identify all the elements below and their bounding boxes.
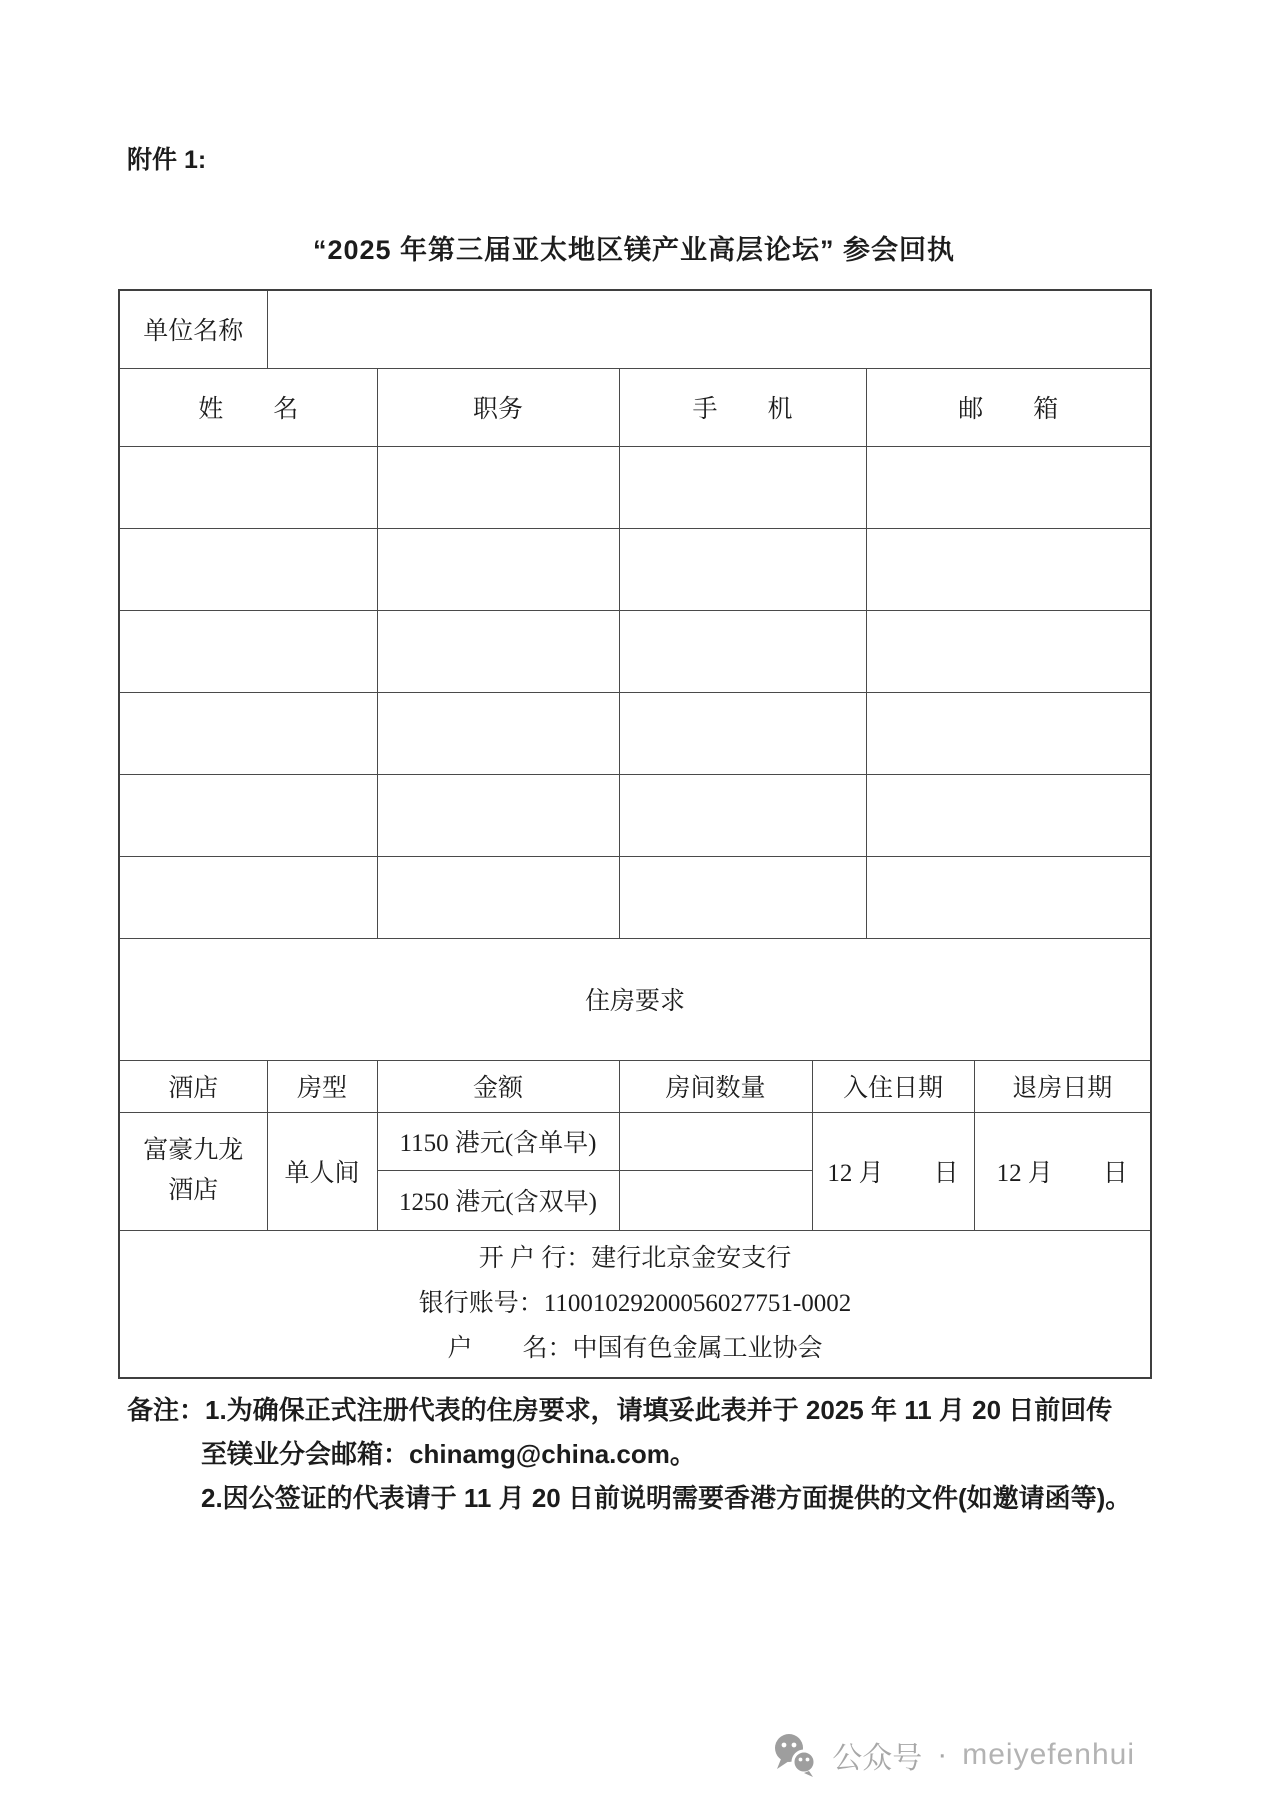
form-title: “2025 年第三届亚太地区镁产业高层论坛” 参会回执 xyxy=(312,235,956,265)
empty-email-cell xyxy=(866,692,1151,774)
empty-email-cell xyxy=(866,610,1151,692)
empty-position-cell xyxy=(377,774,619,856)
separator-dot: · xyxy=(937,1738,948,1771)
attachment-label: 附件 1: xyxy=(127,146,207,174)
column-header-room-count: 房间数量 xyxy=(619,1060,812,1112)
hotel-price-row-single xyxy=(119,1112,1151,1170)
room-count-input-cell xyxy=(619,1170,812,1230)
column-header-name: 姓 名 xyxy=(119,368,377,446)
checkout-date-cell: 12 月 日 xyxy=(974,1112,1151,1230)
column-header-checkout: 退房日期 xyxy=(974,1060,1151,1112)
note-line-3: 2.因公签证的代表请于 11 月 20 日前说明需要香港方面提供的文件(如邀请函等)。 xyxy=(201,1483,1132,1513)
participant-row xyxy=(119,774,1151,856)
column-header-position: 职务 xyxy=(377,368,619,446)
column-header-checkin: 入住日期 xyxy=(812,1060,974,1112)
price-single-cell: 1150 港元(含单早) xyxy=(377,1112,619,1170)
account-name: meiyefenhui xyxy=(962,1738,1135,1771)
empty-name-cell xyxy=(119,856,377,938)
hotel-name-line2: 酒店 xyxy=(168,1177,219,1204)
housing-header-row xyxy=(119,1060,1151,1112)
empty-email-cell xyxy=(866,528,1151,610)
empty-position-cell xyxy=(377,692,619,774)
bank-account-line: 银行账号：11001029200056027751-0002 xyxy=(418,1289,852,1317)
column-header-mobile: 手 机 xyxy=(619,368,866,446)
note-line-1: 备注：1.为确保正式注册代表的住房要求，请填妥此表并于 2025 年 11 月 20 日前回传 xyxy=(127,1395,1113,1425)
column-header-room-type: 房型 xyxy=(267,1060,377,1112)
hotel-name-cell xyxy=(119,1112,267,1230)
empty-name-cell xyxy=(119,692,377,774)
participant-row xyxy=(119,610,1151,692)
empty-name-cell xyxy=(119,528,377,610)
empty-name-cell xyxy=(119,610,377,692)
empty-position-cell xyxy=(377,856,619,938)
housing-section-row xyxy=(119,938,1151,1060)
empty-name-cell xyxy=(119,446,377,528)
empty-email-cell xyxy=(866,856,1151,938)
wechat-account-footer xyxy=(771,1733,1135,1777)
empty-mobile-cell xyxy=(619,528,866,610)
empty-mobile-cell xyxy=(619,610,866,692)
checkin-date-cell: 12 月 日 xyxy=(812,1112,974,1230)
unit-name-row xyxy=(119,290,1151,368)
empty-position-cell xyxy=(377,610,619,692)
room-type-cell: 单人间 xyxy=(267,1112,377,1230)
empty-mobile-cell xyxy=(619,692,866,774)
participants-header-row xyxy=(119,368,1151,446)
empty-mobile-cell xyxy=(619,856,866,938)
notes-block xyxy=(127,1388,1167,1520)
housing-section-title: 住房要求 xyxy=(119,938,1151,1060)
empty-position-cell xyxy=(377,528,619,610)
participant-row xyxy=(119,856,1151,938)
empty-name-cell xyxy=(119,774,377,856)
participant-row xyxy=(119,528,1151,610)
participant-row xyxy=(119,692,1151,774)
column-header-hotel: 酒店 xyxy=(119,1060,267,1112)
empty-mobile-cell xyxy=(619,446,866,528)
bank-info-cell xyxy=(119,1230,1151,1378)
column-header-amount: 金额 xyxy=(377,1060,619,1112)
platform-label: 公众号 xyxy=(832,1742,923,1775)
empty-email-cell xyxy=(866,446,1151,528)
bank-branch-line: 开 户 行：建行北京金安支行 xyxy=(478,1244,792,1272)
participant-row xyxy=(119,446,1151,528)
empty-mobile-cell xyxy=(619,774,866,856)
unit-name-label-cell: 单位名称 xyxy=(119,290,267,368)
column-header-email: 邮 箱 xyxy=(866,368,1151,446)
hotel-name-line1: 富豪九龙 xyxy=(143,1137,244,1164)
note-line-2: 至镁业分会邮箱：chinamg@china.com。 xyxy=(201,1439,696,1469)
bank-holder-line: 户 名：中国有色金属工业协会 xyxy=(447,1334,823,1362)
empty-email-cell xyxy=(866,774,1151,856)
registration-form-table xyxy=(118,289,1152,1379)
price-double-cell: 1250 港元(含双早) xyxy=(377,1170,619,1230)
unit-name-input-cell xyxy=(267,290,1151,368)
wechat-icon xyxy=(771,1733,819,1777)
room-count-input-cell xyxy=(619,1112,812,1170)
empty-position-cell xyxy=(377,446,619,528)
bank-info-row xyxy=(119,1230,1151,1378)
